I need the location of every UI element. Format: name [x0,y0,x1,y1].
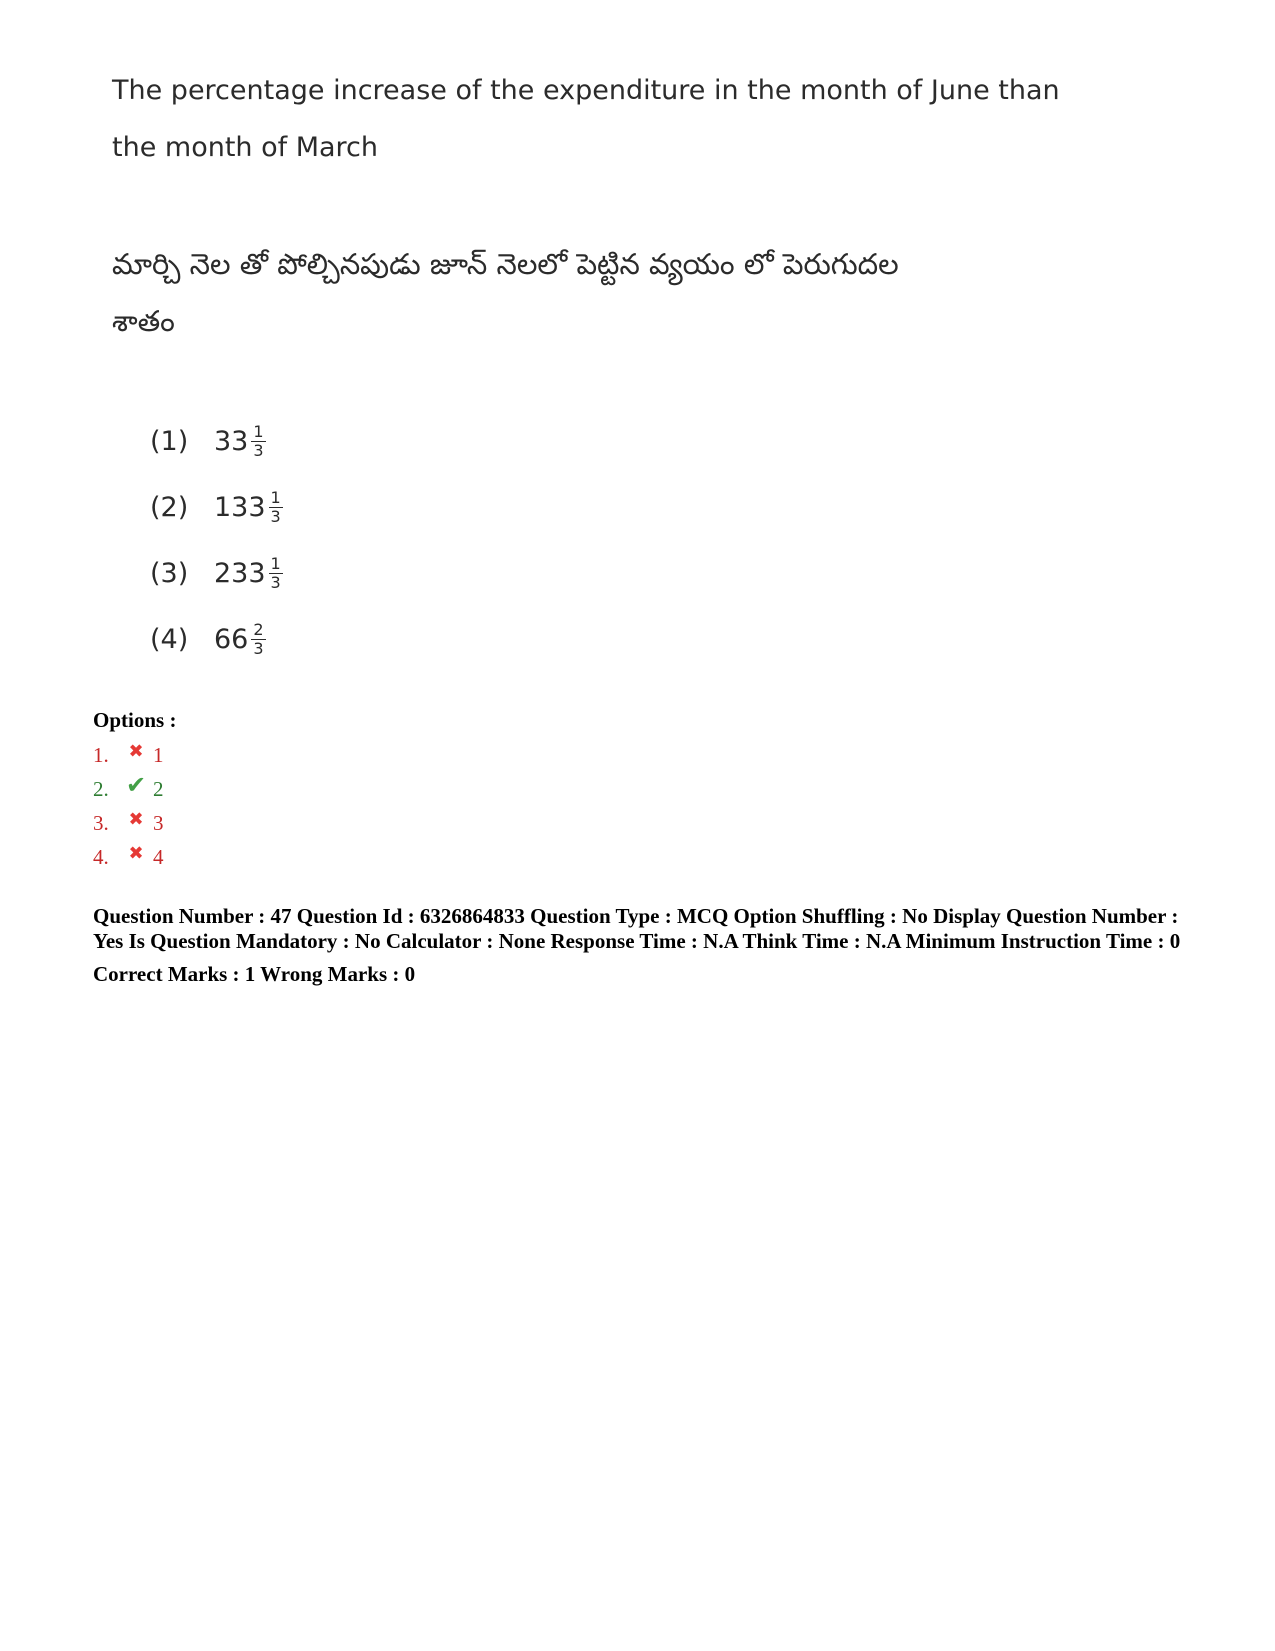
fraction [269,489,283,526]
options-title: Options : [93,708,177,732]
mixed-fraction [214,621,266,658]
numerator: 1 [253,421,264,441]
check-icon: ✔ [125,772,147,799]
question-line: the month of March [112,132,379,163]
choice-number: (3) [150,557,189,589]
choice-number: (4) [150,623,189,655]
answer-choice [150,474,1162,540]
cross-icon: ✖ [128,842,144,863]
option-label: 4 [153,844,164,869]
answer-choice [150,408,1162,474]
question-line: The percentage increase of the expenditure in the month of June than [112,75,1060,106]
option-index: 3. [93,810,109,835]
mixed-fraction [214,423,266,460]
fraction [269,555,283,592]
whole-part: 133 [214,491,266,523]
answer-choices [150,408,1162,672]
numerator: 2 [253,619,264,639]
fraction [251,423,265,460]
question-block [112,62,1162,672]
answer-choice [150,606,1162,672]
denominator: 3 [253,638,264,658]
denominator: 3 [253,440,264,460]
whole-part: 66 [214,623,249,655]
option-index: 2. [93,776,109,801]
answer-key-section [93,705,1193,987]
mixed-fraction [214,555,283,592]
option-item [93,840,1193,874]
question-line-telugu: మార్చి నెల తో పోల్చినపుడు జూన్ నెలలో పెట్టిన వ్యయం లో పెరుగుదల [112,247,899,281]
option-index: 1. [93,742,109,767]
whole-part: 233 [214,557,266,589]
question-text-english [112,62,1162,176]
mixed-fraction [214,489,283,526]
cross-icon: ✖ [128,740,144,761]
numerator: 1 [270,487,281,507]
question-line-telugu: శాతం [112,304,175,338]
answer-choice [150,540,1162,606]
option-item [93,738,1193,772]
option-label: 1 [153,742,164,767]
whole-part: 33 [214,425,249,457]
fraction [251,621,265,658]
question-text-telugu [112,236,1162,350]
option-label: 2 [153,776,164,801]
option-item [93,806,1193,840]
option-item [93,772,1193,806]
question-details: Question Number : 47 Question Id : 6326864833 Question Type : MCQ Option Shuffling : No Display Question Number : Yes Is Question Mandatory : No Calculator : None Response Time : N.A Think Time : N.A Minimum Instruction Time : 0 [93,904,1181,953]
cross-icon: ✖ [128,808,144,829]
numerator: 1 [270,553,281,573]
choice-number: (2) [150,491,189,523]
choice-number: (1) [150,425,189,457]
option-index: 4. [93,844,109,869]
option-label: 3 [153,810,164,835]
marks-info: Correct Marks : 1 Wrong Marks : 0 [93,962,416,986]
denominator: 3 [270,572,281,592]
denominator: 3 [270,506,281,526]
